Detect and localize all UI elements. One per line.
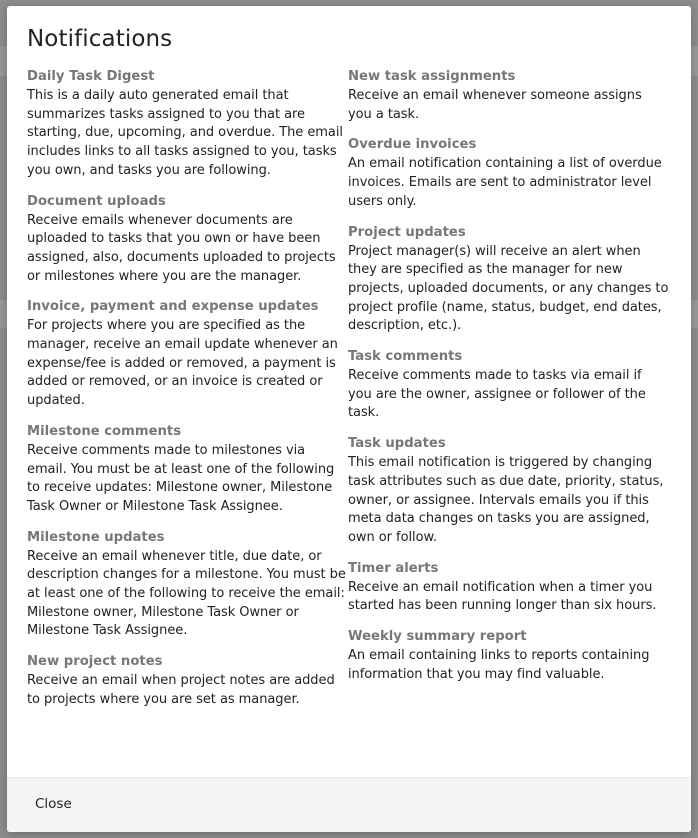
notification-title: Task comments <box>348 349 463 365</box>
notification-item <box>348 136 669 211</box>
notification-description: This email notification is triggered by changing task attributes such as due date, priority, status, owner, or assignee. Intervals emails you if this meta data changes on tasks you are assigned, own or follow. <box>348 455 664 545</box>
notification-column-left <box>27 68 348 722</box>
notification-description: For projects where you are specified as the manager, receive an email update whenever an expense/fee is added or removed, a payment is added or removed, or an invoice is created or updated. <box>27 318 338 409</box>
notification-item <box>348 628 669 684</box>
notification-title: Daily Task Digest <box>27 69 155 84</box>
notification-title: Task updates <box>348 436 446 452</box>
notification-title: Document uploads <box>27 193 166 209</box>
notification-title: Weekly summary report <box>348 629 527 645</box>
background-fragment <box>690 300 698 328</box>
background-fragment <box>690 46 698 76</box>
modal-body <box>27 68 677 722</box>
notifications-modal <box>7 6 691 832</box>
notification-title: Timer alerts <box>348 560 439 576</box>
notification-item <box>27 423 348 517</box>
notification-title: New project notes <box>27 654 163 670</box>
notification-description: Receive an email notification when a timer you started has been running longer than six hours. <box>348 579 657 614</box>
notification-item <box>348 348 669 423</box>
modal-header <box>27 26 172 52</box>
notification-title: Project updates <box>348 224 466 240</box>
notification-description: Receive comments made to tasks via email if you are the owner, assignee or follower of the task. <box>348 368 646 421</box>
notification-description: Receive an email whenever someone assigns you a task. <box>348 88 642 122</box>
notification-description: An email containing links to reports containing information that you may find valuable. <box>348 648 650 682</box>
modal-footer <box>7 777 691 832</box>
close-button[interactable]: Close <box>35 796 72 812</box>
notification-title: New task assignments <box>348 69 516 84</box>
notification-title: Invoice, payment and expense updates <box>27 299 319 315</box>
notification-description: Receive an email when project notes are added to projects where you are set as manager. <box>27 673 335 707</box>
notification-description: Receive an email whenever title, due date, or description changes for a milestone. You must be at least one of the following to receive the email: Milestone owner, Milestone Task Owner or Milestone Task Assignee. <box>27 548 346 639</box>
notification-title: Milestone comments <box>27 423 182 439</box>
notification-item <box>27 529 348 642</box>
notification-item <box>348 435 669 548</box>
notification-item <box>27 193 348 287</box>
notification-item <box>27 653 348 709</box>
notification-description: This is a daily auto generated email that summarizes tasks assigned to you that are starting, due, upcoming, and overdue. The email includes links to all tasks assigned to you, tasks you own, and tasks you are following. <box>27 88 343 178</box>
notification-title: Overdue invoices <box>348 137 477 153</box>
notification-column-right <box>348 68 669 722</box>
notification-item <box>348 68 669 124</box>
notification-item <box>27 298 348 411</box>
notification-item <box>348 224 669 337</box>
notification-title: Milestone updates <box>27 529 165 545</box>
notification-item <box>348 560 669 616</box>
notification-description: An email notification containing a list of overdue invoices. Emails are sent to administrator level users only. <box>348 156 662 209</box>
notification-description: Project manager(s) will receive an alert when they are specified as the manager for new projects, uploaded documents, or any changes to project profile (name, status, budget, end dates, description, etc.). <box>348 243 669 334</box>
notification-description: Receive emails whenever documents are uploaded to tasks that you own or have been assigned, also, documents uploaded to projects or milestones where you are the manager. <box>27 212 336 284</box>
notification-description: Receive comments made to milestones via email. You must be at least one of the following to receive updates: Milestone owner, Milestone Task Owner or Milestone Task Assignee. <box>27 442 335 514</box>
modal-title: Notifications <box>27 26 173 52</box>
notification-item <box>27 68 348 181</box>
